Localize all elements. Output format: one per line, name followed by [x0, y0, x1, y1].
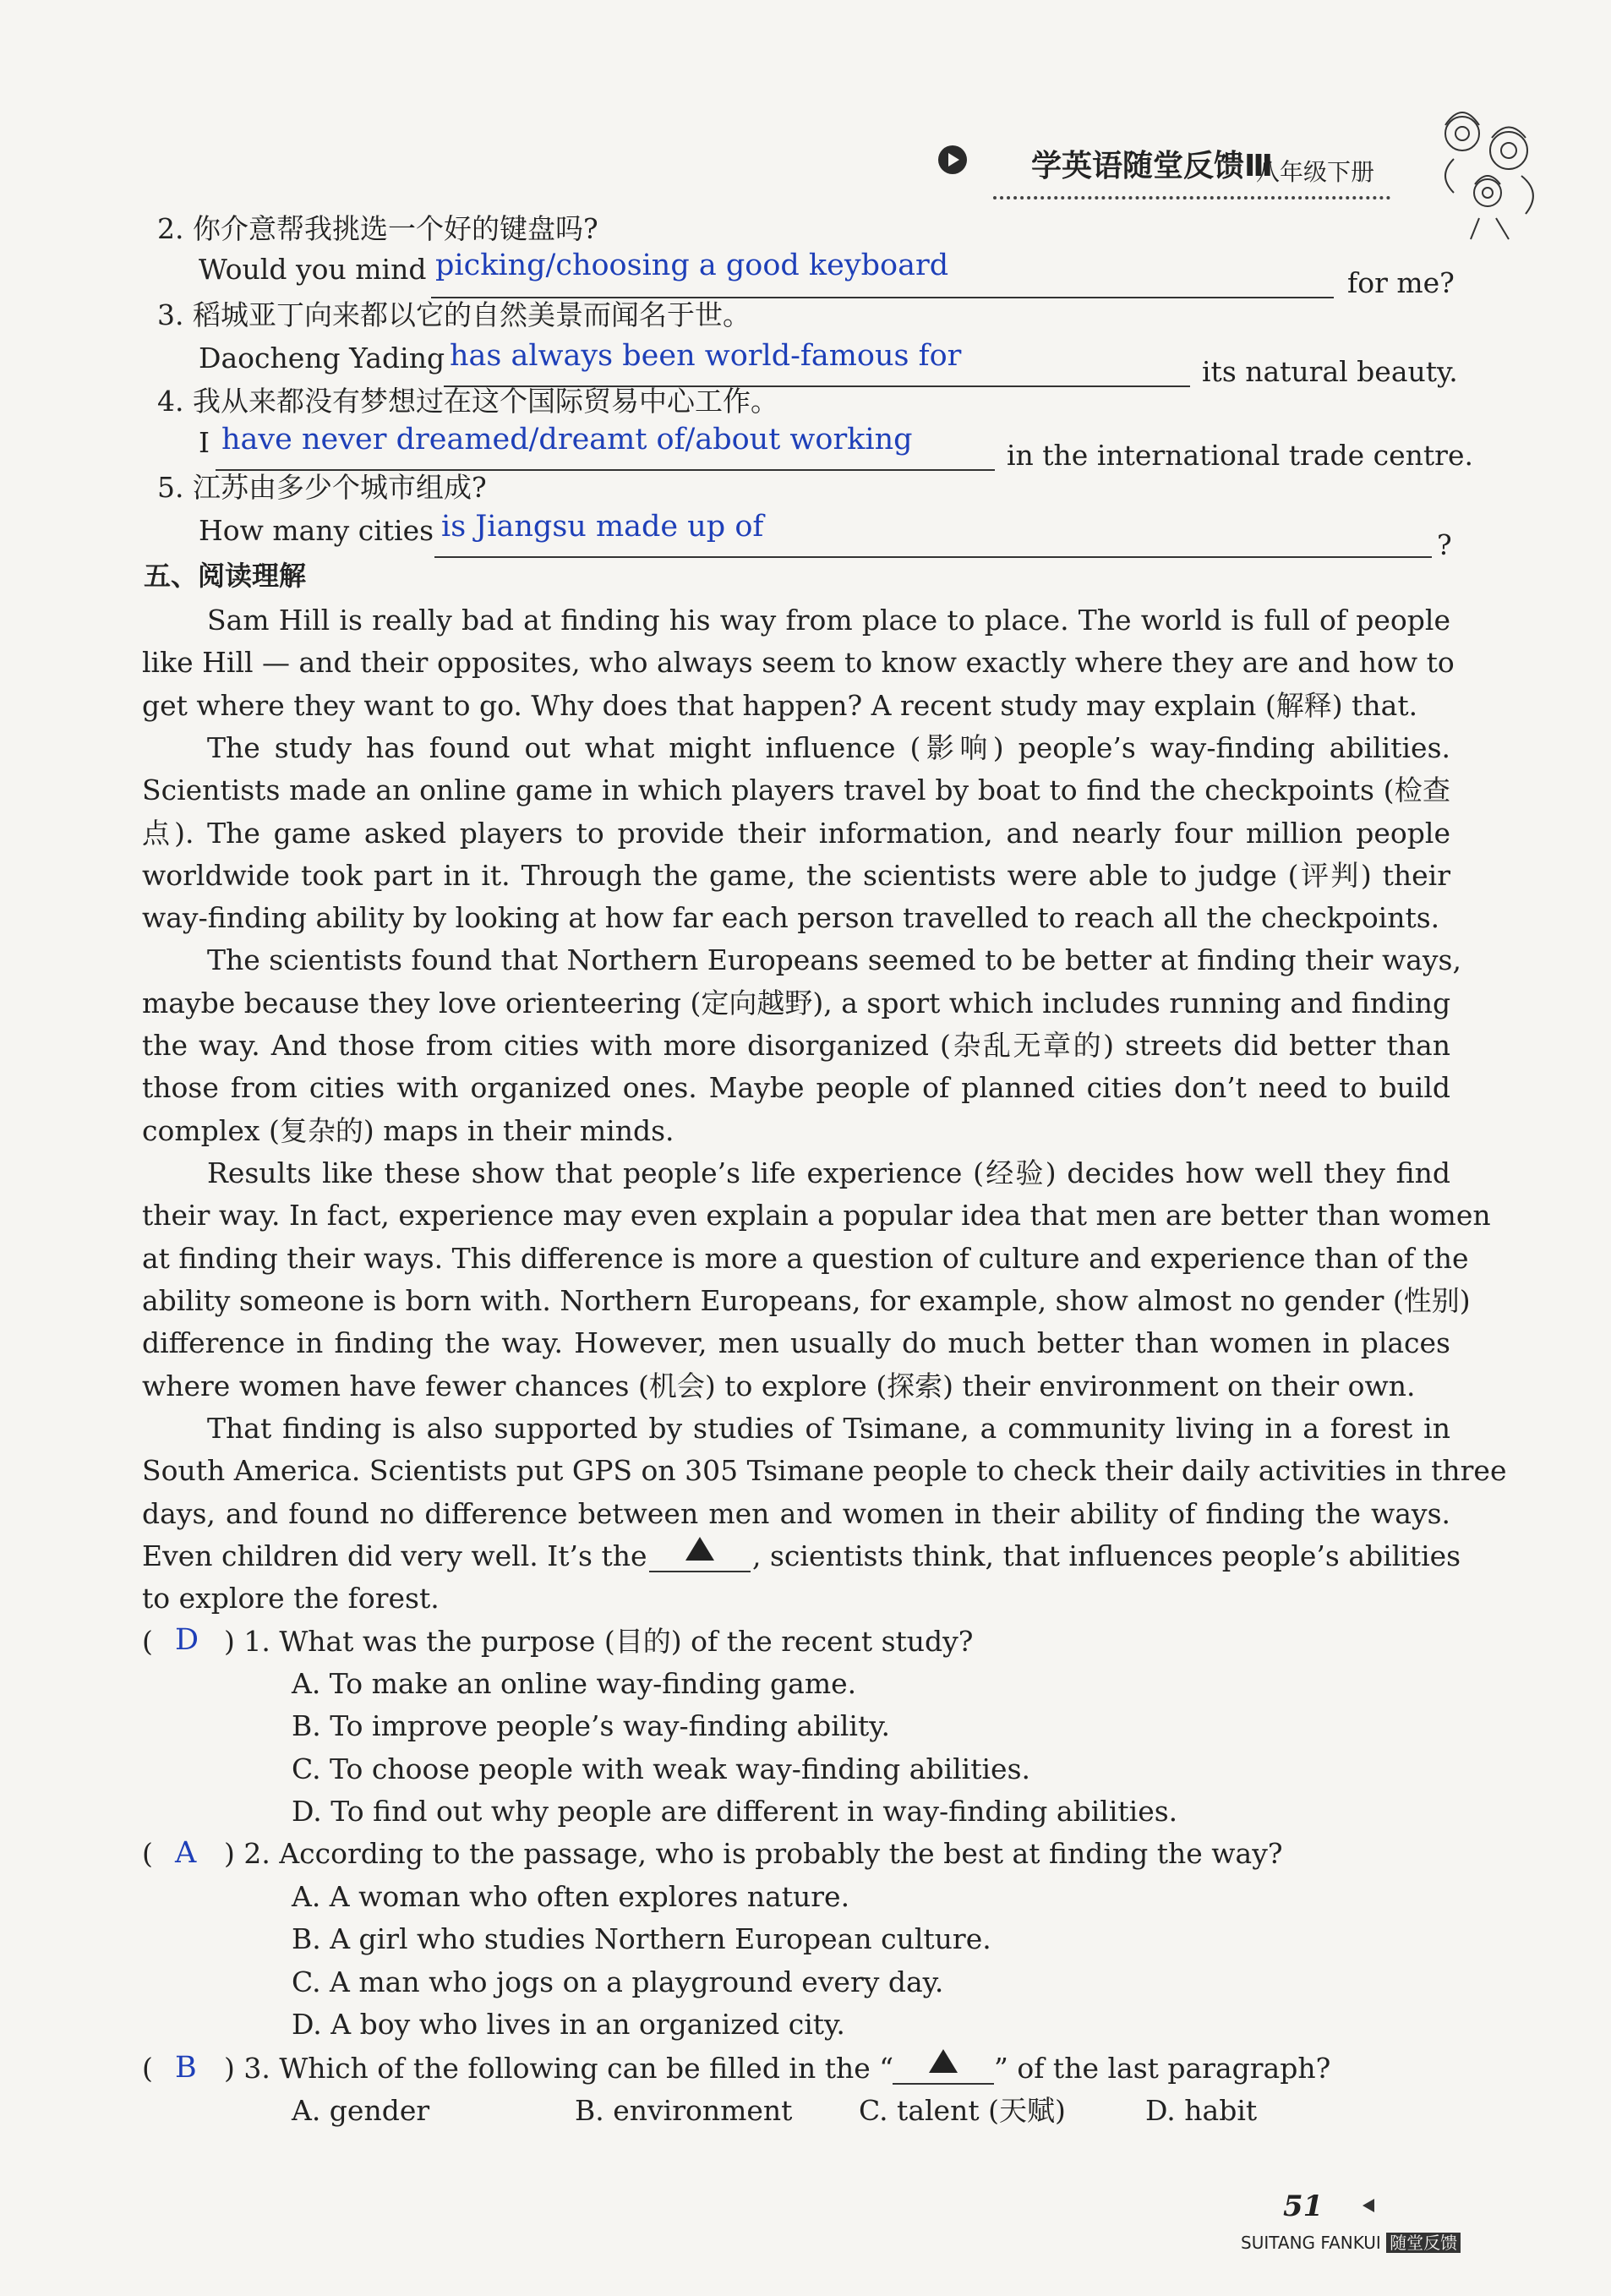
passage-line: The scientists found that Northern Europeans seemed to be better at finding their ways,	[207, 943, 1461, 976]
passage-line: , scientists think, that influences people’s abilities	[752, 1539, 1461, 1572]
question-1-bracket: (	[142, 1625, 153, 1658]
question-2-bracket: (	[142, 1837, 153, 1870]
translation-item-3-answer: has always been world-famous for	[450, 339, 962, 373]
question-1-stem: ) 1. What was the purpose (目的) of the recent study?	[224, 1625, 974, 1658]
section-heading: 五、阅读理解	[144, 560, 307, 592]
passage-line: to explore the forest.	[142, 1582, 440, 1615]
question-1-option: A. To make an online way-finding game.	[292, 1667, 857, 1700]
translation-item-4-answer: have never dreamed/dreamt of/about working	[221, 423, 913, 456]
question-1-option: C. To choose people with weak way-finding abilities.	[292, 1752, 1031, 1785]
book-grade: 八年级下册	[1256, 158, 1375, 186]
passage-line: at finding their ways. This difference is more a question of culture and experience than of the	[142, 1242, 1469, 1275]
arrow-left-icon	[1363, 2199, 1374, 2212]
translation-item-5-answer: is Jiangsu made up of	[441, 510, 764, 544]
question-2-option: C. A man who jogs on a playground every day.	[292, 1965, 944, 1998]
translation-item-4-chinese: 4. 我从来都没有梦想过在这个国际贸易中心工作。	[157, 385, 778, 418]
question-2-option: B. A girl who studies Northern European culture.	[292, 1922, 991, 1955]
passage-line: get where they want to go. Why does that happen? A recent study may explain (解释) that.	[142, 689, 1418, 722]
flower-decoration-icon	[1428, 100, 1555, 243]
passage-line: ability someone is born with. Northern Europeans, for example, show almost no gender (性别)	[142, 1284, 1471, 1317]
passage-line: Results like these show that people’s life experience (经验) decides how well they find	[207, 1156, 1450, 1189]
question-2-option: D. A boy who lives in an organized city.	[292, 2008, 845, 2041]
passage-line: Scientists made an online game in which players travel by boat to find the checkpoints (检查	[142, 774, 1450, 806]
question-3-blank	[893, 2049, 994, 2085]
translation-item-4-suffix: in the international trade centre.	[1007, 439, 1473, 472]
passage-line: those from cities with organized ones. Maybe people of planned cities don’t need to build	[142, 1071, 1450, 1104]
play-circle-icon	[938, 145, 967, 174]
translation-item-2-suffix: for me?	[1347, 266, 1455, 299]
passage-line: Even children did very well. It’s the	[142, 1539, 647, 1572]
translation-item-3-suffix: its natural beauty.	[1202, 355, 1458, 388]
question-3-bracket: (	[142, 2052, 153, 2085]
passage-line: way-finding ability by looking at how far each person travelled to reach all the checkpoints.	[142, 901, 1440, 934]
question-1-option: D. To find out why people are different in way-finding abilities.	[292, 1795, 1178, 1828]
passage-line: Sam Hill is really bad at finding his way from place to place. The world is full of people	[207, 604, 1450, 637]
footer-brand-tag: 随堂反馈	[1386, 2233, 1461, 2253]
passage-line: maybe because they love orienteering (定向越野), a sport which includes running and finding	[142, 987, 1451, 1020]
triangle-icon	[929, 2049, 958, 2073]
passage-line: like Hill — and their opposites, who always seem to know exactly where they are and how to	[142, 646, 1455, 679]
passage-line: 点). The game asked players to provide their information, and nearly four million people	[142, 817, 1450, 850]
page-number: 51	[1283, 2189, 1324, 2223]
translation-item-3-chinese: 3. 稻城亚丁向来都以它的自然美景而闻名于世。	[157, 298, 751, 331]
translation-item-5-suffix: ?	[1437, 528, 1452, 561]
passage-line: days, and found no difference between men and women in their ability of finding the ways.	[142, 1497, 1450, 1530]
book-title: 学英语随堂反馈Ⅲ	[1031, 149, 1274, 183]
header-dotted-rule	[993, 196, 1390, 200]
passage-line: The study has found out what might influence (影响) people’s way-finding abilities.	[207, 731, 1450, 764]
triangle-icon	[685, 1537, 714, 1561]
passage-line: where women have fewer chances (机会) to explore (探索) their environment on their own.	[142, 1369, 1416, 1402]
question-2-stem: ) 2. According to the passage, who is probably the best at finding the way?	[224, 1837, 1283, 1870]
passage-line: difference in finding the way. However, men usually do much better than women in places	[142, 1326, 1450, 1359]
question-3-option: B. environment	[575, 2094, 793, 2127]
question-3-answer: B	[175, 2051, 197, 2085]
passage-blank	[649, 1537, 751, 1572]
question-3-stem-start: ) 3. Which of the following can be filled in the “	[224, 2052, 894, 2085]
translation-item-3-prefix: Daocheng Yading	[199, 342, 445, 374]
passage-line: South America. Scientists put GPS on 305 Tsimane people to check their daily activities in three	[142, 1454, 1507, 1487]
footer-brand-text: SUITANG FANKUI	[1241, 2233, 1381, 2253]
passage-line: worldwide took part in it. Through the game, the scientists were able to judge (评判) their	[142, 859, 1450, 892]
passage-line: complex (复杂的) maps in their minds.	[142, 1114, 674, 1147]
question-3-stem-end: ” of the last paragraph?	[994, 2052, 1331, 2085]
question-1-option: B. To improve people’s way-finding ability.	[292, 1709, 890, 1742]
translation-item-4-prefix: I	[199, 426, 210, 459]
question-3-option: C. talent (天赋)	[859, 2094, 1066, 2127]
passage-line: the way. And those from cities with more disorganized (杂乱无章的) streets did better than	[142, 1029, 1450, 1062]
question-2-answer: A	[175, 1836, 197, 1870]
question-3-option: A. gender	[292, 2094, 430, 2127]
footer-brand	[1241, 2229, 1461, 2254]
translation-item-2-prefix: Would you mind	[199, 253, 427, 286]
translation-item-2-chinese: 2. 你介意帮我挑选一个好的键盘吗?	[157, 212, 598, 245]
translation-item-2-answer: picking/choosing a good keyboard	[435, 249, 949, 282]
translation-item-5-chinese: 5. 江苏由多少个城市组成?	[157, 471, 487, 504]
translation-item-5-blank	[434, 556, 1432, 558]
passage-line: That finding is also supported by studies of Tsimane, a community living in a forest in	[207, 1412, 1450, 1445]
question-3-option: D. habit	[1145, 2094, 1258, 2127]
question-1-answer: D	[175, 1623, 199, 1657]
translation-item-5-prefix: How many cities	[199, 514, 434, 547]
question-2-option: A. A woman who often explores nature.	[292, 1880, 850, 1913]
passage-line: their way. In fact, experience may even explain a popular idea that men are better than women	[142, 1199, 1491, 1232]
